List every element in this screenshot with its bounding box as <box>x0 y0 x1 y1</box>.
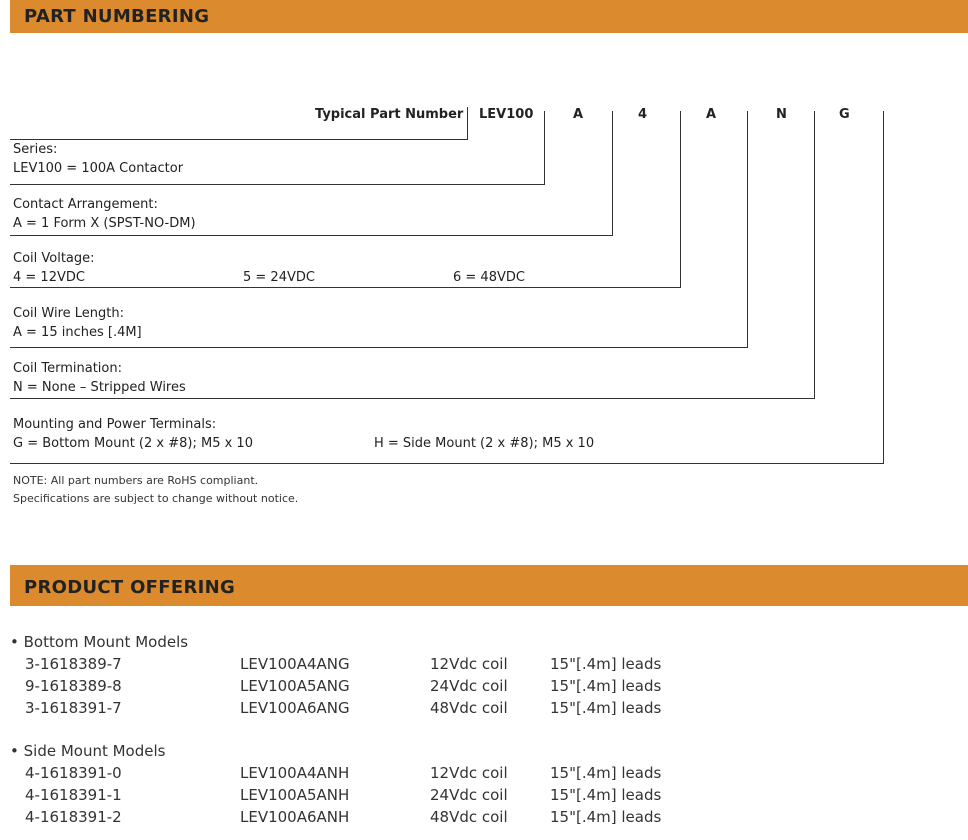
mounting-option-g: G = Bottom Mount (2 x #8); M5 x 10 <box>13 436 253 451</box>
product-leads: 15"[.4m] leads <box>550 677 662 695</box>
series-title: Series: <box>13 142 58 157</box>
product-model: LEV100A4ANH <box>240 764 350 782</box>
series-connector <box>544 111 545 184</box>
part-numbering-title: PART NUMBERING <box>24 6 210 27</box>
length-option: A = 15 inches [.4M] <box>13 325 142 340</box>
termination-connector <box>814 111 815 398</box>
typical-underline <box>10 139 468 140</box>
contact-title: Contact Arrangement: <box>13 197 158 212</box>
product-model: LEV100A5ANG <box>240 677 350 695</box>
product-leads: 15"[.4m] leads <box>550 699 662 717</box>
typical-part-number-label: Typical Part Number <box>315 107 464 122</box>
termination-title: Coil Termination: <box>13 361 122 376</box>
length-underline <box>10 347 748 348</box>
code-contact: A <box>573 107 584 122</box>
code-length: A <box>706 107 717 122</box>
product-model: LEV100A4ANG <box>240 655 350 673</box>
code-mounting: G <box>839 107 850 122</box>
bottom-mount-title: Bottom Mount Models <box>23 633 189 651</box>
product-model: LEV100A5ANH <box>240 786 350 804</box>
product-coil: 48Vdc coil <box>430 699 508 717</box>
product-part-number: 3-1618391-7 <box>25 699 122 717</box>
code-series: LEV100 <box>479 107 534 122</box>
termination-option: N = None – Stripped Wires <box>13 380 186 395</box>
product-leads: 15"[.4m] leads <box>550 808 662 826</box>
product-part-number: 4-1618391-2 <box>25 808 122 826</box>
length-connector <box>747 111 748 347</box>
note-specs: Specifications are subject to change without notice. <box>13 492 299 505</box>
product-coil: 24Vdc coil <box>430 786 508 804</box>
voltage-title: Coil Voltage: <box>13 251 95 266</box>
contact-option: A = 1 Form X (SPST-NO-DM) <box>13 216 196 231</box>
termination-underline <box>10 398 815 399</box>
product-offering-banner <box>10 565 968 606</box>
voltage-option-6: 6 = 48VDC <box>453 270 525 285</box>
voltage-option-4: 4 = 12VDC <box>13 270 85 285</box>
part-numbering-banner <box>10 0 968 33</box>
typical-connector <box>467 107 468 139</box>
bottom-mount-heading <box>10 633 188 651</box>
voltage-connector <box>680 111 681 287</box>
product-part-number: 4-1618391-1 <box>25 786 122 804</box>
product-model: LEV100A6ANG <box>240 699 350 717</box>
product-leads: 15"[.4m] leads <box>550 764 662 782</box>
product-part-number: 4-1618391-0 <box>25 764 122 782</box>
code-voltage: 4 <box>638 107 648 122</box>
voltage-underline <box>10 287 681 288</box>
bullet-icon: • <box>10 633 24 651</box>
side-mount-heading <box>10 742 165 760</box>
mounting-underline <box>10 463 884 464</box>
mounting-option-h: H = Side Mount (2 x #8); M5 x 10 <box>374 436 595 451</box>
product-coil: 48Vdc coil <box>430 808 508 826</box>
product-leads: 15"[.4m] leads <box>550 786 662 804</box>
contact-connector <box>612 111 613 235</box>
series-underline <box>10 184 545 185</box>
product-leads: 15"[.4m] leads <box>550 655 662 673</box>
product-coil: 24Vdc coil <box>430 677 508 695</box>
product-model: LEV100A6ANH <box>240 808 350 826</box>
product-part-number: 3-1618389-7 <box>25 655 122 673</box>
code-termination: N <box>776 107 787 122</box>
mounting-title: Mounting and Power Terminals: <box>13 417 217 432</box>
product-part-number: 9-1618389-8 <box>25 677 122 695</box>
product-offering-title: PRODUCT OFFERING <box>24 577 236 598</box>
note-rohs: NOTE: All part numbers are RoHS compliant. <box>13 474 259 487</box>
mounting-connector <box>883 111 884 463</box>
voltage-option-5: 5 = 24VDC <box>243 270 315 285</box>
product-coil: 12Vdc coil <box>430 655 508 673</box>
bullet-icon: • <box>10 742 24 760</box>
side-mount-title: Side Mount Models <box>23 742 166 760</box>
product-coil: 12Vdc coil <box>430 764 508 782</box>
contact-underline <box>10 235 613 236</box>
length-title: Coil Wire Length: <box>13 306 124 321</box>
series-option: LEV100 = 100A Contactor <box>13 161 184 176</box>
